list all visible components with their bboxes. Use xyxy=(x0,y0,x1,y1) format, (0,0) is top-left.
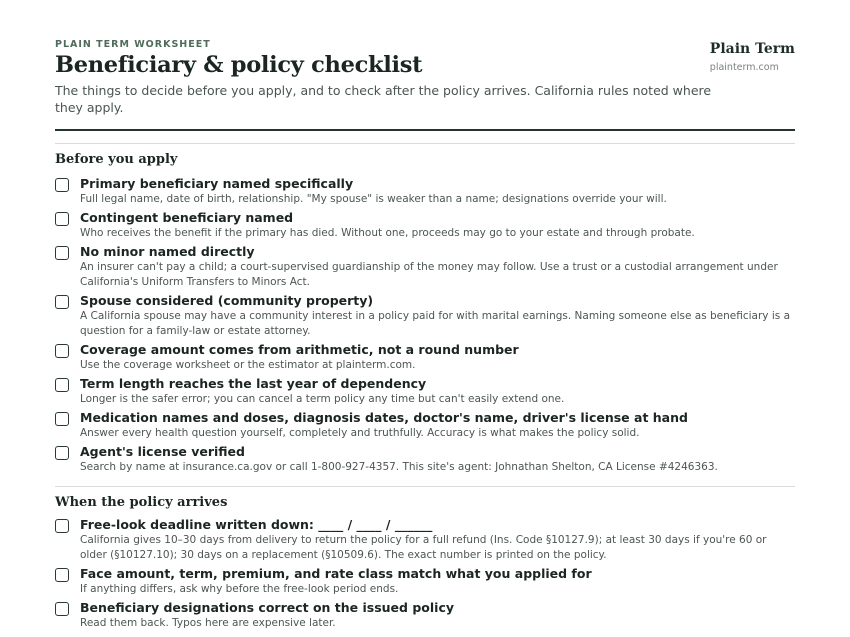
checklist-item xyxy=(55,292,795,339)
item-title: Face amount, term, premium, and rate class match what you applied for xyxy=(80,566,592,581)
item-title: Contingent beneficiary named xyxy=(80,210,294,225)
item-title: Agent's license verified xyxy=(80,444,245,459)
item-description: Use the coverage worksheet or the estimator at plainterm.com. xyxy=(80,359,416,371)
item-description: A California spouse may have a community interest in a policy paid for with marital earnings. Naming someone else as beneficiary is a question for a family-law or estate attorney. xyxy=(80,310,791,337)
checkbox[interactable] xyxy=(55,446,69,460)
checklist-item xyxy=(55,243,795,290)
checkbox[interactable] xyxy=(55,378,69,392)
item-description: Longer is the safer error; you can cancel a term policy any time but can't easily extend one. xyxy=(80,393,565,405)
page-title: Beneficiary & policy checklist xyxy=(55,52,423,78)
checklist-item xyxy=(55,516,795,563)
item-description: Search by name at insurance.ca.gov or call 1-800-927-4357. This site's agent: Johnathan Shelton, CA License #4246363. xyxy=(80,461,718,473)
section-divider xyxy=(55,486,795,487)
page-subtitle: The things to decide before you apply, and to check after the policy arrives. California rules noted where they apply. xyxy=(55,83,712,115)
item-title: Coverage amount comes from arithmetic, not a round number xyxy=(80,342,519,357)
checkbox[interactable] xyxy=(55,412,69,426)
checklist-item xyxy=(55,175,795,207)
section-when-policy-arrives xyxy=(55,495,795,631)
item-description: Answer every health question yourself, completely and truthfully. Accuracy is what makes the policy solid. xyxy=(80,427,640,439)
checklist-item xyxy=(55,209,795,241)
item-title: Primary beneficiary named specifically xyxy=(80,176,354,191)
header-divider xyxy=(55,129,795,131)
item-title: Free-look deadline written down: ____ / ____ / ______ xyxy=(80,517,433,532)
item-title: Beneficiary designations correct on the issued policy xyxy=(80,600,454,615)
checkbox[interactable] xyxy=(55,246,69,260)
section-title: Before you apply xyxy=(55,152,178,167)
checkbox[interactable] xyxy=(55,295,69,309)
checklist-item xyxy=(55,565,795,597)
item-title: Term length reaches the last year of dependency xyxy=(80,376,427,391)
section-before-you-apply xyxy=(55,152,795,475)
checklist-item xyxy=(55,409,795,441)
checklist-item xyxy=(55,341,795,373)
page-header xyxy=(55,39,795,116)
item-description: Who receives the benefit if the primary has died. Without one, proceeds may go to your estate and through probate. xyxy=(80,227,695,239)
brand-site: plainterm.com xyxy=(709,62,779,73)
checkbox[interactable] xyxy=(55,568,69,582)
eyebrow-label: PLAIN TERM WORKSHEET xyxy=(55,39,211,50)
checkbox[interactable] xyxy=(55,212,69,226)
checkbox[interactable] xyxy=(55,344,69,358)
checklist-item xyxy=(55,599,795,631)
item-description: Read them back. Typos here are expensive later. xyxy=(80,617,336,629)
item-description: Full legal name, date of birth, relationship. "My spouse" is weaker than a name; designations override your will. xyxy=(80,193,667,205)
item-title: Medication names and doses, diagnosis dates, doctor's name, driver's license at hand xyxy=(80,410,688,425)
item-title: Spouse considered (community property) xyxy=(80,293,374,308)
item-title: No minor named directly xyxy=(80,244,255,259)
brand-name: Plain Term xyxy=(709,41,795,57)
brand-block xyxy=(710,41,795,73)
item-description: If anything differs, ask why before the free-look period ends. xyxy=(80,583,399,595)
checkbox[interactable] xyxy=(55,602,69,616)
checkbox[interactable] xyxy=(55,519,69,533)
checklist-item xyxy=(55,375,795,407)
header-divider-thin xyxy=(55,143,795,144)
checklist-item xyxy=(55,443,795,475)
checkbox[interactable] xyxy=(55,178,69,192)
item-description: California gives 10–30 days from delivery to return the policy for a full refund (Ins. Code §10127.9); at least 30 days if you're 60 or older (§10127.10); 30 days on a replacement (§10509.6). The exact number is printed on the policy. xyxy=(80,534,767,561)
item-description: An insurer can't pay a child; a court-supervised guardianship of the money may follow. Use a trust or a custodial arrangement under California's Uniform Transfers to Minors Act. xyxy=(80,261,778,288)
section-title: When the policy arrives xyxy=(55,495,228,510)
